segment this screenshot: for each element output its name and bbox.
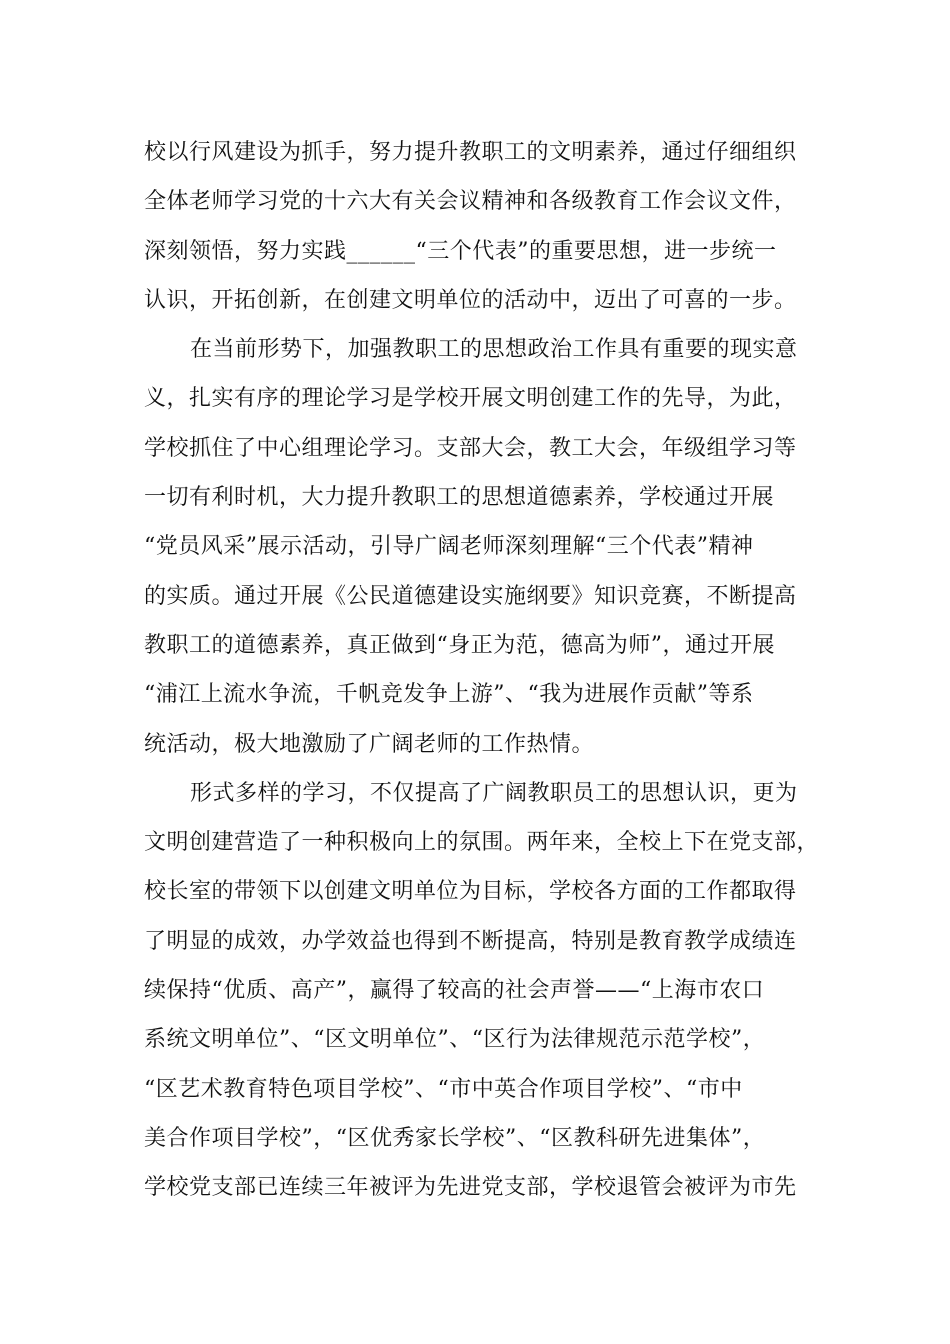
text-line: 全体老师学习党的十六大有关会议精神和各级教育工作会议文件， [144,189,797,215]
text-line: 统活动，极大地激励了广阔老师的工作热情。 [144,731,595,757]
text-line: 深刻领悟，努力实践______“三个代表”的重要思想，进一步统一 [144,238,777,264]
body-text [144,128,824,1213]
text-line: 学校党支部已连续三年被评为先进党支部，学校退管会被评为市先 [144,1175,797,1201]
text-line: 美合作项目学校”，“区优秀家长学校”、“区教科研先进集体”， [144,1125,766,1151]
text-line: “区艺术教育特色项目学校”、“市中英合作项目学校”、“市中 [144,1076,743,1102]
text-line: 教职工的道德素养，真正做到“身正为范，德高为师”，通过开展 [144,632,775,658]
paragraph-start-line: 在当前形势下，加强教职工的思想政治工作具有重要的现实意 [190,337,798,363]
text-line: “浦江上流水争流，千帆竞发争上游”、“我为进展作贡献”等系 [144,682,754,708]
text-line: 续保持“优质、高产”，赢得了较高的社会声誉——“上海市农口 [144,978,765,1004]
text-line: 了明显的成效，办学效益也得到不断提高，特别是教育教学成绩连 [144,928,797,954]
text-line: 校以行风建设为抓手，努力提升教职工的文明素养，通过仔细组织 [144,140,797,165]
text-line: “党员风采”展示活动，引导广阔老师深刻理解“三个代表”精神 [144,534,754,560]
text-line: 义，扎实有序的理论学习是学校开展文明创建工作的先导，为此， [144,386,797,412]
text-line: 学校抓住了中心组理论学习。支部大会，教工大会，年级组学习等 [144,435,797,461]
text-line: 认识，开拓创新，在创建文明单位的活动中，迈出了可喜的一步。 [144,287,797,313]
text-line: 一切有利时机，大力提升教职工的思想道德素养，学校通过开展 [144,485,775,511]
text-line: 的实质。通过开展《公民道德建设实施纲要》知识竞赛，不断提高 [144,583,797,609]
paragraph-start-line: 形式多样的学习，不仅提高了广阔教职员工的思想认识，更为 [190,780,798,806]
text-line: 文明创建营造了一种积极向上的氛围。两年来，全校上下在党支部， [144,830,820,856]
text-line: 系统文明单位”、“区文明单位”、“区行为法律规范示范学校”， [144,1027,766,1053]
text-line: 校长室的带领下以创建文明单位为目标，学校各方面的工作都取得 [144,879,797,905]
